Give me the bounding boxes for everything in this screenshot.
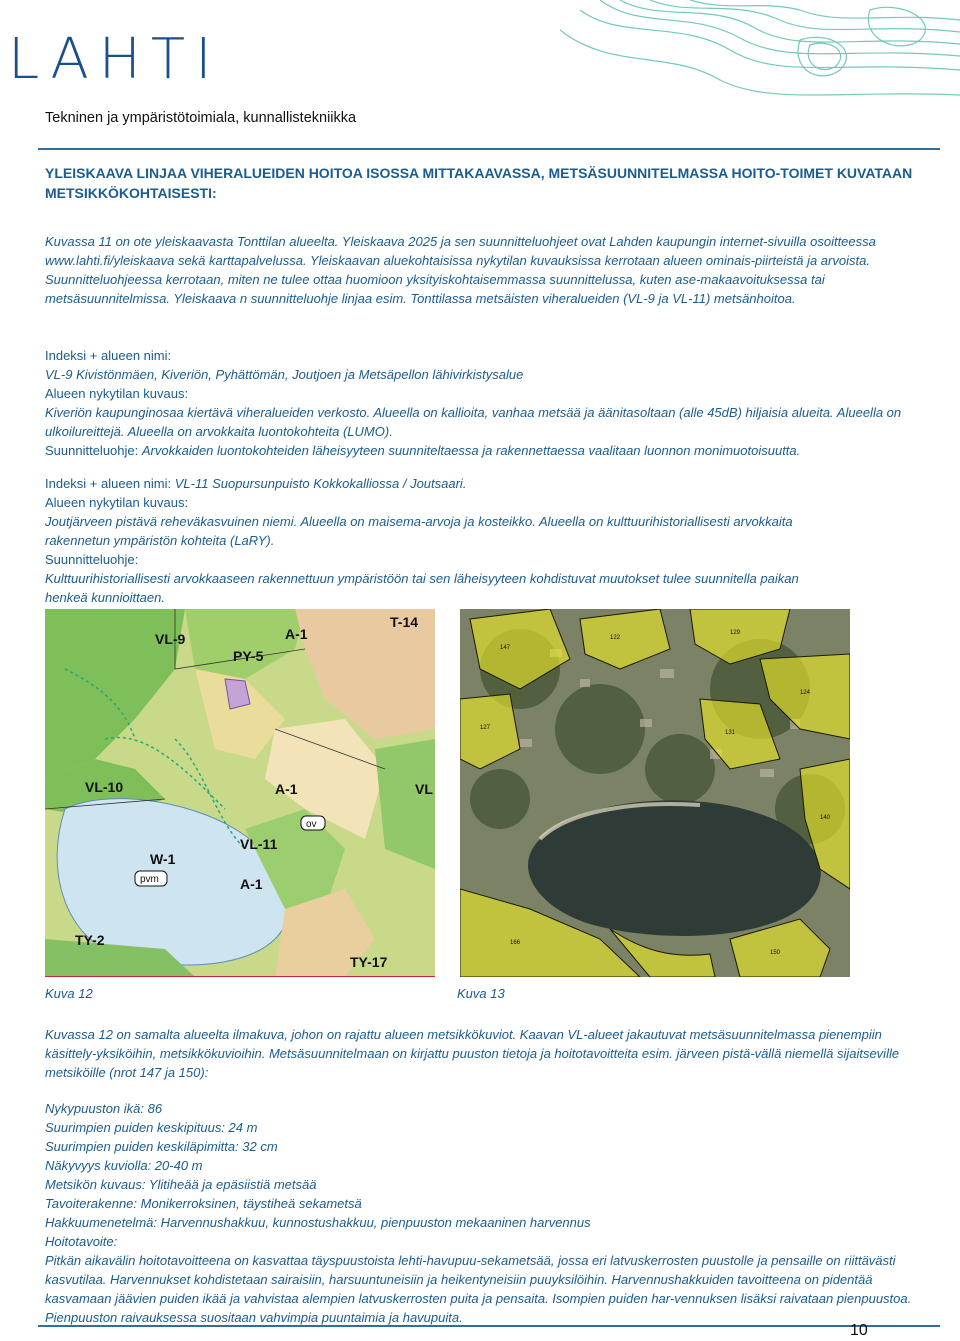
map-label-ty17: TY-17 (350, 954, 388, 970)
department-name: Tekninen ja ympäristötoimiala, kunnallistekniikka (45, 110, 357, 126)
svg-text:127: 127 (480, 725, 491, 731)
fact-item: Pitkän aikavälin hoitotavoitteena on kasvattaa täyspuustoista lehti-havupuu-sekametsää, jossa eri latvuskerrosten puustolle ja pensaille on riittävästi kasvutilaa. Harvennukset kohdistetaan sairaisiin, harsuuntuneisiin ja heikentyneisiin puuyksilöihin. Harvennushakkuiden tavoitteena on pidentää kasvamaan jäävien puiden ikää ja vahvistaa alempien latvuskerrosten puita ja pensaita. Isompien puiden har-vennuksen lisäksi raivataan pienpuustoa. Pienpuuston raivauksessa suositaan vahvimpia puuntaimia ja havupuita. (45, 1253, 912, 1325)
fact-item: Nykypuuston ikä: 86 (45, 1101, 163, 1116)
lahti-logo: LAHTI (8, 27, 222, 92)
vl11-plan-value: Kulttuurihistoriallisesti arvokkaaseen rakennettuun ympäristöön tai sen läheisyyteen kohdistuvat muutokset tulee suunnitella paikan henkeä kunnioittaen. (45, 571, 799, 605)
fact-item: Tavoiterakenne: Monikerroksinen, täystiheä sekametsä (45, 1196, 362, 1211)
vl11-desc-value: Joutjärveen pistävä reheväkasvuinen niemi. Alueella on maisema-arvoja ja kosteikko. Alueella on kulttuurihistoriallisesti arvokkaita rakennetun ympäristön kohteita (LaRY). (45, 514, 793, 548)
footer-rule (38, 1325, 940, 1327)
forest-facts (45, 1099, 915, 1327)
vl9-index-label: Indeksi + alueen nimi: (45, 348, 172, 363)
page-number: 10 (850, 1322, 868, 1339)
map-label-vl11: VL-11 (240, 836, 278, 852)
vl11-index-value: VL-11 Suopursunpuisto Kokkokalliossa / Joutsaari. (174, 476, 467, 491)
vl11-block (45, 474, 915, 607)
fact-item: Näkyvyys kuviolla: 20-40 m (45, 1158, 203, 1173)
map-label-pvm: pvm (140, 874, 159, 885)
zoning-map (45, 609, 435, 977)
vl9-plan (45, 441, 915, 460)
map-label-ov: ov (306, 819, 317, 830)
vl11-index-label: Indeksi + alueen nimi: (45, 476, 172, 491)
vl11-index (45, 474, 915, 493)
vl11-desc-label: Alueen nykytilan kuvaus: (45, 495, 189, 510)
svg-text:131: 131 (725, 730, 736, 736)
fact-item: Hoitotavoite: (45, 1234, 118, 1249)
svg-text:129: 129 (730, 630, 741, 636)
section-heading: YLEISKAAVA LINJAA VIHERALUEIDEN HOITOA ISOSSA MITTAKAAVASSA, METSÄSUUNNITELMASSA HOITO-TOIMET KUVATAAN METSIKKÖKOHTAISESTI: (45, 165, 913, 201)
vl9-block (45, 346, 915, 460)
caption-kuva-13: Kuva 13 (457, 986, 505, 1001)
header-rule (38, 148, 940, 150)
intro-paragraph: Kuvassa 11 on ote yleiskaavasta Tonttilan alueelta. Yleiskaava 2025 ja sen suunnitteluohjeet ovat Lahden kaupungin internet-sivuilla osoitteessa www.lahti.fi/yleiskaava sekä karttapalvelussa. Yleiskaavan aluekohtaisissa nykytilan kuvauksissa kerrotaan alueen ominais-piirteistä ja arvoista. Suunnitteluohjeessa kerrotaan, miten ne tulee ottaa huomioon yksityiskohtaisemmassa suunnittelussa, kuten ase-makaavoituksessa tai metsäsuunnitelmissa. Yleiskaava n suunnitteluohje linjaa esim. Tonttilassa metsäisten viheralueiden (VL-9 ja VL-11) metsänhoitoa. (45, 234, 876, 306)
vl11-plan-label: Suunnitteluohje: (45, 552, 139, 567)
aerial-photo (460, 609, 850, 977)
vl9-desc-value: Kiveriön kaupunginosaa kiertävä viheralueiden verkosto. Alueella on kallioita, vanhaa metsää ja äänitasoltaan (alle 45dB) hiljaisia alueita. Alueella on ulkoilureittejä. Alueella on arvokkaita luontokohteita (LUMO). (45, 405, 902, 439)
svg-text:166: 166 (510, 940, 521, 946)
svg-text:150: 150 (770, 950, 781, 956)
svg-text:147: 147 (500, 645, 511, 651)
vl9-plan-value: Arvokkaiden luontokohteiden läheisyyteen suunniteltaessa ja rakennettaessa vaalitaan luonnon monimuotoisuutta. (141, 443, 801, 458)
map-label-a1-mid: A-1 (275, 781, 298, 797)
fact-item: Hakkuumenetelmä: Harvennushakkuu, kunnostushakkuu, pienpuuston mekaaninen harvennus (45, 1215, 591, 1230)
vl9-index-value: VL-9 Kivistönmäen, Kiveriön, Pyhättömän, Joutjoen ja Metsäpellon lähivirkistysalue (45, 367, 524, 382)
map-label-t14: T-14 (390, 614, 419, 630)
caption-kuva-12: Kuva 12 (45, 986, 93, 1001)
map-label-ty2: TY-2 (75, 932, 105, 948)
map-label-vl9: VL-9 (155, 631, 186, 647)
map-label-py5: PY-5 (233, 648, 264, 664)
svg-text:122: 122 (610, 635, 621, 641)
vl9-desc-label: Alueen nykytilan kuvaus: (45, 386, 189, 401)
fact-item: Suurimpien puiden keskipituus: 24 m (45, 1120, 258, 1135)
map-label-a1-low: A-1 (240, 876, 263, 892)
map-label-a1-top: A-1 (285, 626, 308, 642)
map-label-w1: W-1 (150, 851, 176, 867)
contour-lines-decoration (540, 0, 960, 110)
fact-item: Metsikön kuvaus: Ylitiheää ja epäsiistiä metsää (45, 1177, 317, 1192)
svg-text:140: 140 (820, 815, 831, 821)
svg-text:124: 124 (800, 690, 811, 696)
vl9-plan-label: Suunnitteluohje: (45, 443, 139, 458)
fact-item: Suurimpien puiden keskiläpimitta: 32 cm (45, 1139, 278, 1154)
map-label-vl: VL (415, 781, 433, 797)
aerial-paragraph: Kuvassa 12 on samalta alueelta ilmakuva, johon on rajattu alueen metsikkökuviot. Kaavan VL-alueet jakautuvat metsäsuunnitelmassa pienempiin käsittely-yksiköihin, metsikkökuvioihin. Metsäsuunnitelmaan on kirjattu puuston tietoja ja hoitotavoitteita esim. järveen pistä-vällä niemellä sijaitseville metsiköille (nrot 147 ja 150): (45, 1027, 900, 1080)
map-label-vl10: VL-10 (85, 779, 124, 795)
